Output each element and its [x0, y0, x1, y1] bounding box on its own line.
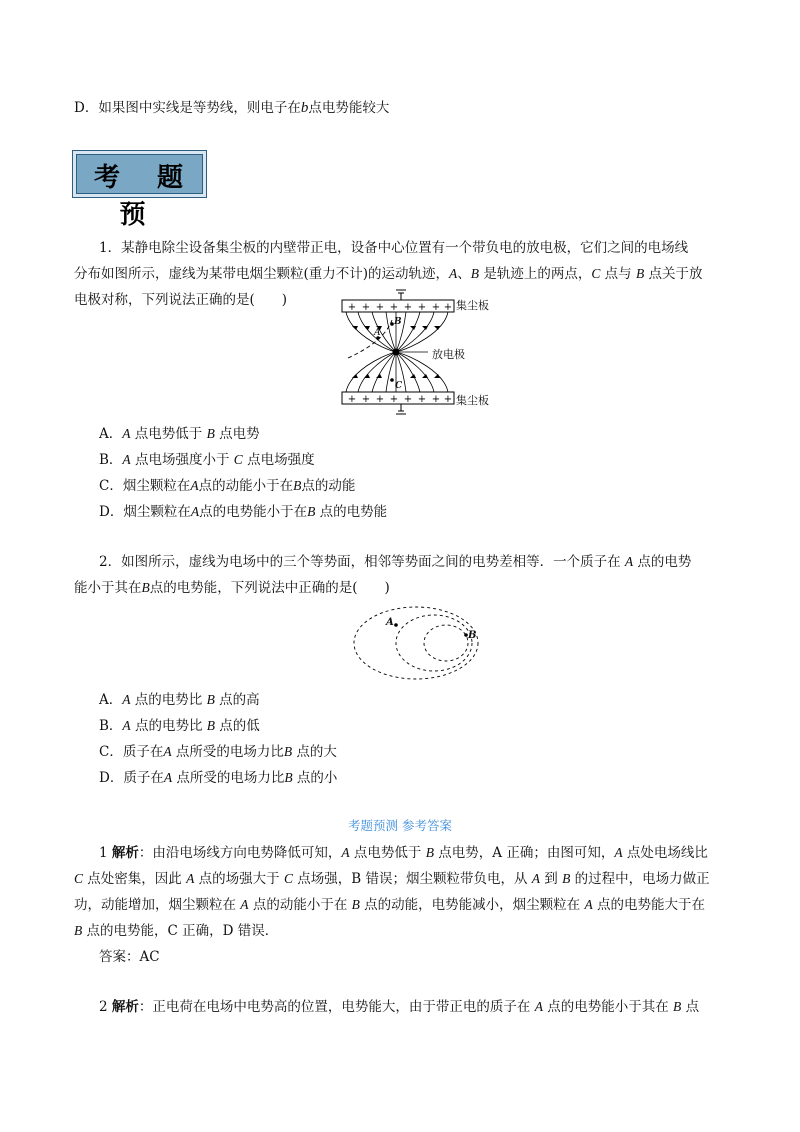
svg-text:+: +	[431, 302, 441, 313]
q2-option-b: B．A 点的电势比 B 点的低	[99, 718, 260, 734]
svg-text:+: +	[389, 394, 399, 405]
q1-point-a: A	[374, 328, 381, 338]
q2-option-a: A．A 点的电势比 B 点的高	[99, 692, 260, 708]
q1-point-b: B	[394, 317, 402, 327]
q2-stem-line1: 2．如图所示，虚线为电场中的三个等势面，相邻等势面之间的电势差相等．一个质子在 A 点的电势	[99, 554, 692, 570]
svg-text:+: +	[375, 302, 385, 313]
svg-text:+: +	[417, 302, 427, 313]
a2-line1: 2 解析：正电荷在电场中电势高的位置，电势能大，由于带正电的质子在 A 点的电势能小于其在 B 点	[99, 999, 700, 1015]
svg-text:+: +	[361, 302, 371, 313]
q1-bottom-plate-label: 集尘板	[456, 394, 489, 407]
section-title: 考 题 预	[93, 163, 198, 230]
prev-option-d: D．如果图中实线是等势线，则电子在b点电势能较大	[74, 100, 390, 116]
svg-text:+: +	[347, 394, 357, 405]
q1-stem-line1: 1．某静电除尘设备集尘板的内壁带正电，设备中心位置有一个带负电的放电极，它们之间的电场线	[99, 240, 689, 256]
svg-text:+: +	[347, 302, 357, 313]
q2-option-c: C．质子在A 点所受的电场力比B 点的大	[99, 744, 337, 760]
q1-stem-line2: 分布如图所示，虚线为某带电烟尘颗粒(重力不计)的运动轨迹，A、B 是轨迹上的两点，C 点与 B 点关于放	[74, 266, 703, 282]
answers-title: 考题预测 参考答案	[348, 818, 452, 833]
a1-line1: 1 解析：由沿电场线方向电势降低可知，A 点电势低于 B 点电势，A 正确；由图可知，A 点处电场线比	[99, 845, 708, 861]
svg-text:+: +	[417, 394, 427, 405]
svg-text:+: +	[431, 394, 441, 405]
q1-option-b: B．A 点电场强度小于 C 点电场强度	[99, 452, 315, 468]
q2-stem-line2: 能小于其在B点的电势能，下列说法中正确的是( )	[74, 580, 390, 596]
q1-option-c: C．烟尘颗粒在A点的动能小于在B点的动能	[99, 478, 356, 494]
discharge-electrode	[393, 349, 400, 356]
q1-option-a: A．A 点电势低于 B 点电势	[99, 426, 260, 442]
q1-option-d: D．烟尘颗粒在A点的电势能小于在B 点的电势能	[99, 504, 388, 520]
q2-point-a: A	[386, 617, 394, 628]
svg-text:+: +	[361, 394, 371, 405]
svg-text:+: +	[443, 394, 453, 405]
q1-top-plate-label: 集尘板	[456, 299, 489, 312]
q1-stem-line3: 电极对称，下列说法正确的是( )	[74, 292, 288, 308]
a1-answer: 答案：AC	[99, 949, 160, 965]
svg-text:+: +	[375, 394, 385, 405]
q1-electrode-label: 放电极	[432, 348, 465, 361]
svg-text:+: +	[443, 302, 453, 313]
q2-point-b: B	[468, 630, 477, 641]
q1-point-c: C	[395, 381, 403, 391]
a1-line2: C 点处密集，因此 A 点的场强大于 C 点场强，B 错误；烟尘颗粒带负电，从 A 到 B 的过程中，电场力做正	[74, 871, 710, 887]
q2-equipotential-figure	[350, 603, 490, 685]
svg-text:+: +	[389, 302, 399, 313]
svg-text:+: +	[403, 394, 413, 405]
q2-option-d: D．质子在A 点所受的电场力比B 点的小	[99, 770, 338, 786]
svg-text:+: +	[403, 302, 413, 313]
section-title-banner	[72, 150, 207, 230]
a1-line4: B 点的电势能，C 正确，D 错误．	[74, 923, 279, 939]
a1-line3: 功，动能增加，烟尘颗粒在 A 点的动能小于在 B 点的动能，电势能减小，烟尘颗粒在 A 点的电势能大于在	[74, 897, 706, 913]
